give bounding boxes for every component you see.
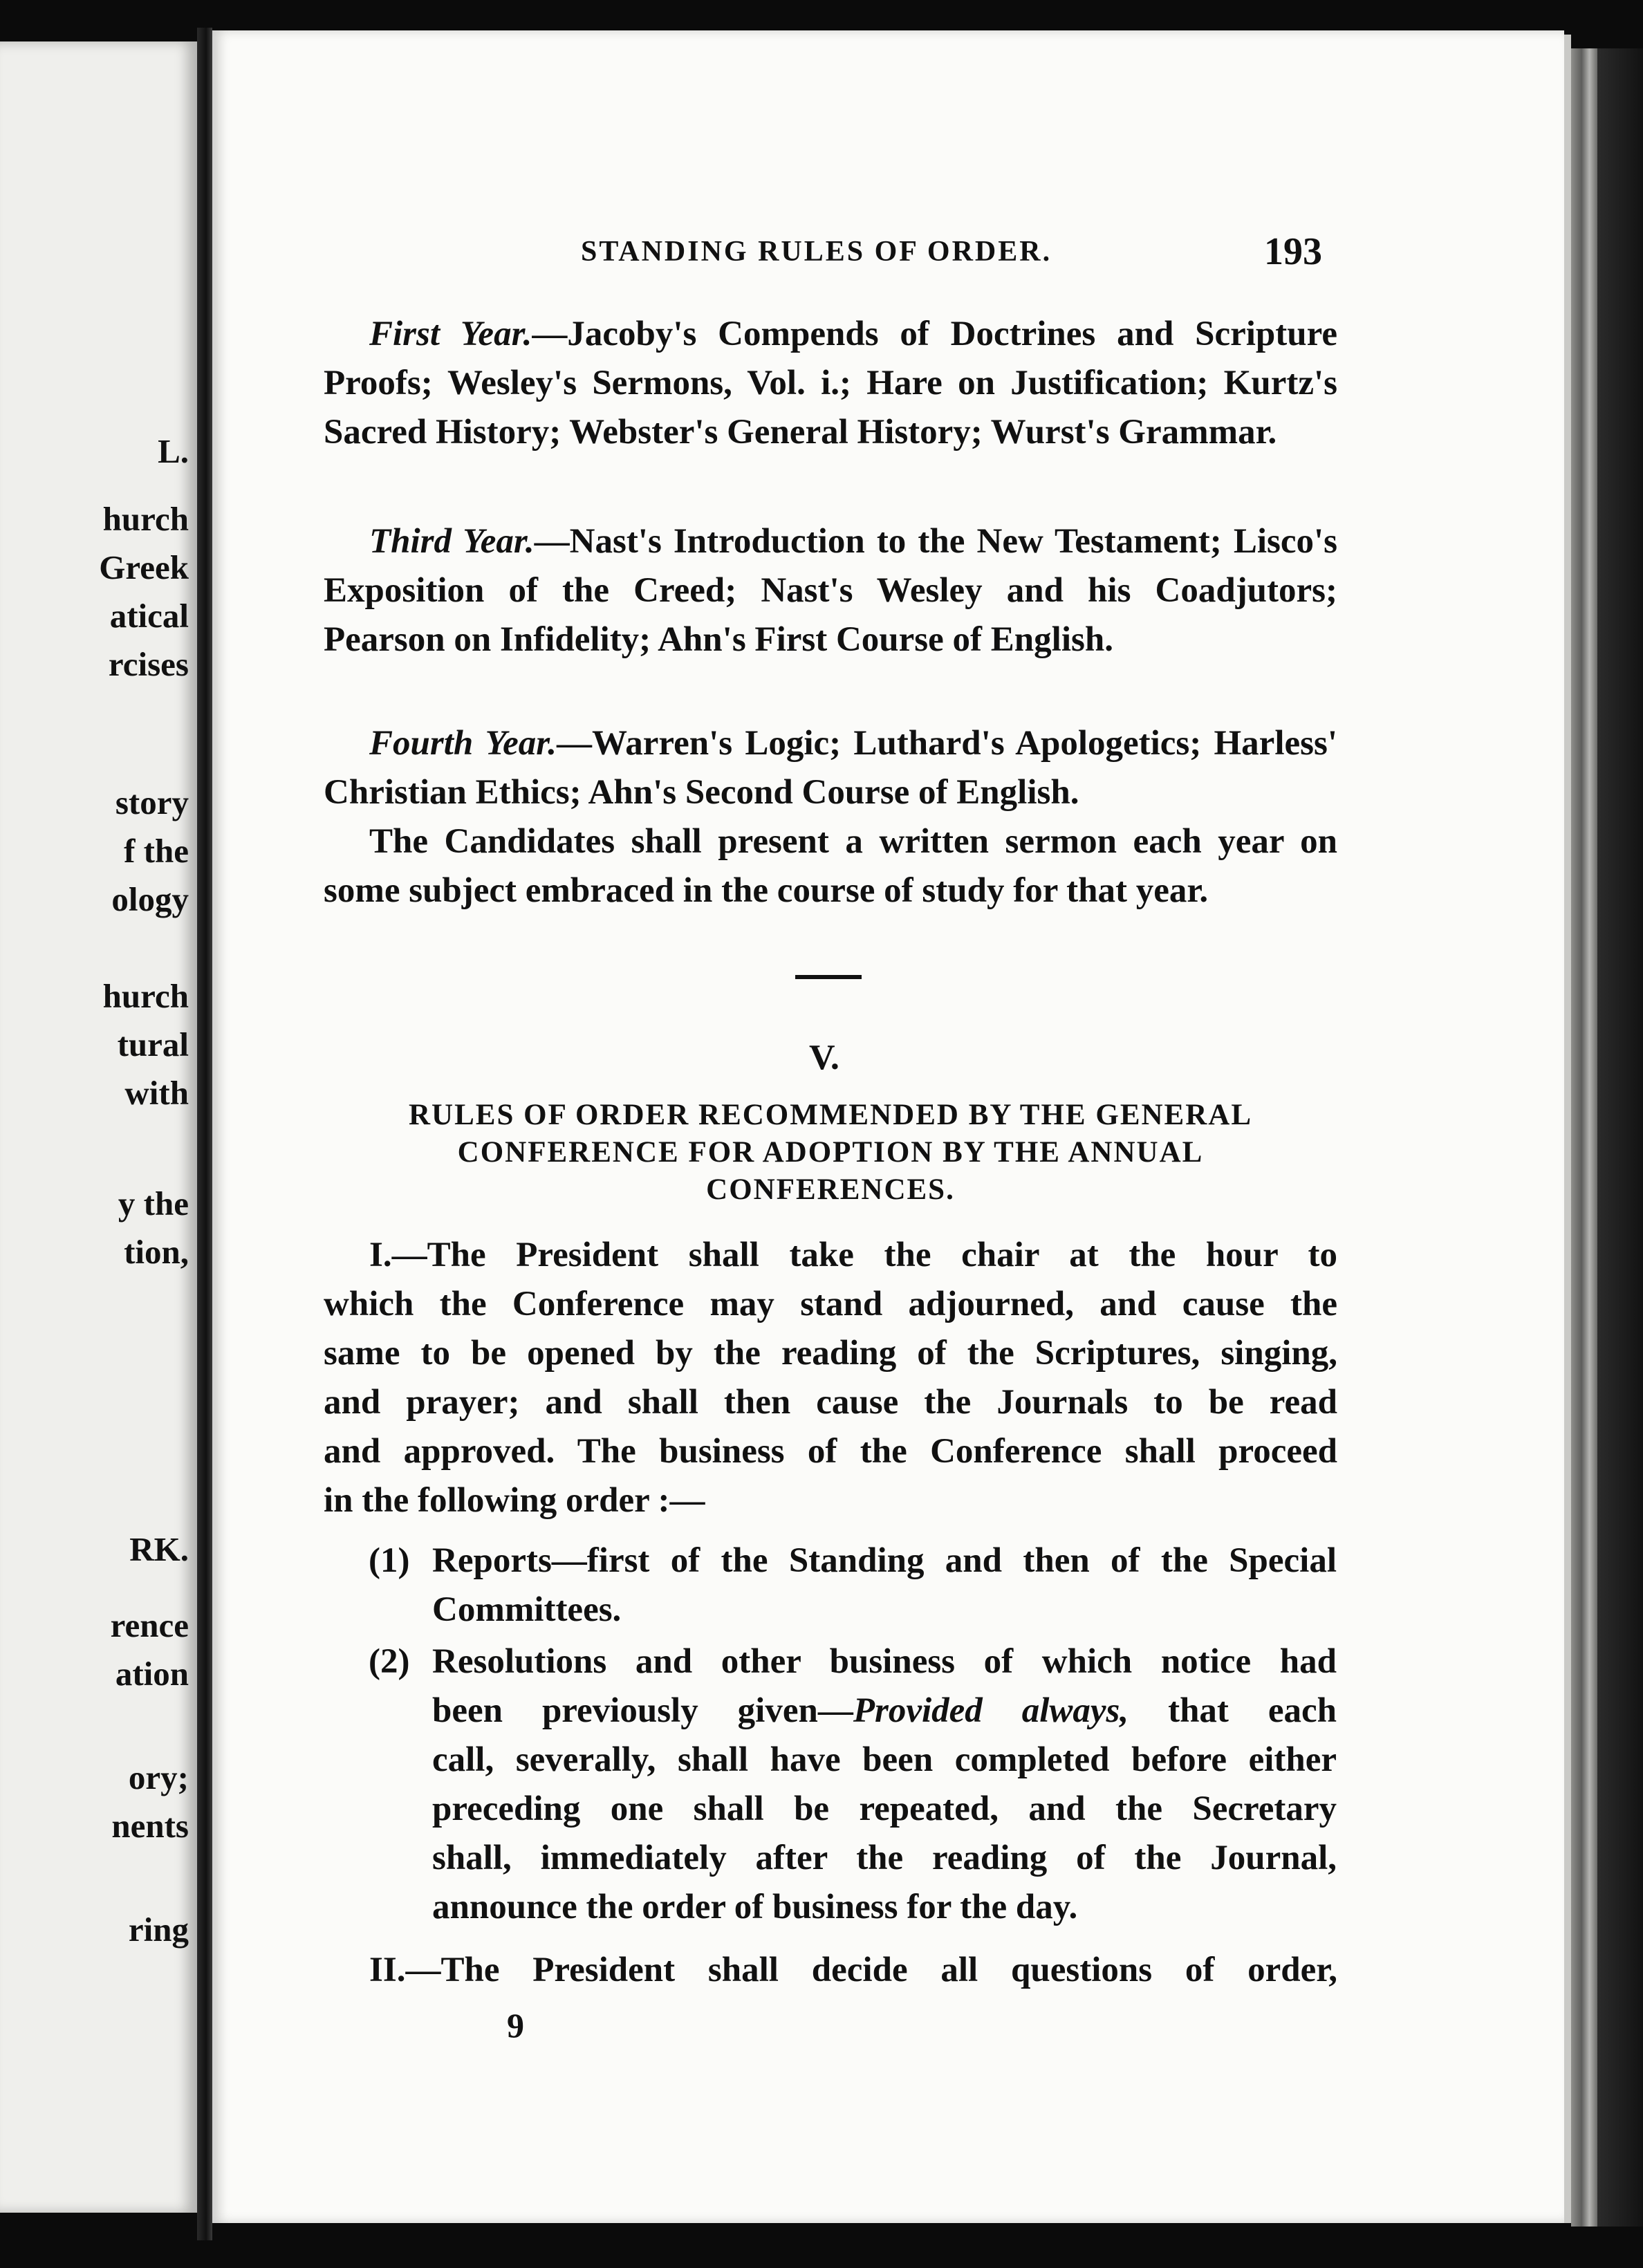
- item-line: announce the order of business for the day.: [432, 1888, 1078, 1926]
- provided-always-italic: Provided always,: [853, 1691, 1129, 1730]
- page-edge: [1564, 35, 1571, 2223]
- third-year-text: —Nast's Introduction to the New Testament; Lisco's Exposition of the Creed; Nast's Wesley and his Coadjutors; Pearson on Infidelity; Ahn's First Course of English.: [324, 522, 1338, 659]
- rule-one-line: I.—The President shall take the chair at the hour to: [369, 1236, 1337, 1274]
- third-year-paragraph: [324, 517, 1337, 664]
- first-year-text: —Jacoby's Compends of Doctrines and Scripture Proofs; Wesley's Sermons, Vol. i.; Hare on Justification; Kurtz's Sacred History; Webster's General History; Wurst's Grammar.: [324, 315, 1337, 452]
- signature-mark: 9: [507, 2006, 524, 2045]
- left-fragment: ology: [111, 880, 189, 918]
- rule-one-line: and approved. The business of the Conference shall proceed: [324, 1432, 1337, 1471]
- section-heading-line: CONFERENCES.: [706, 1173, 955, 1206]
- running-head: STANDING RULES OF ORDER.: [581, 236, 1052, 268]
- third-year-label: Third Year.: [369, 522, 535, 561]
- left-fragment: L.: [158, 432, 189, 470]
- fourth-year-label: Fourth Year.: [369, 724, 557, 763]
- sermon-note-paragraph: The Candidates shall present a written sermon each year on some subject embraced in the course of study for that year.: [324, 822, 1337, 910]
- left-fragment: tural: [117, 1025, 189, 1063]
- fourth-year-paragraph: [324, 719, 1337, 817]
- item-line: shall, immediately after the reading of the Journal,: [432, 1839, 1337, 1877]
- left-fragment: ory;: [128, 1758, 189, 1796]
- page-number: 193: [1264, 230, 1322, 273]
- page-edge: [1597, 48, 1643, 2227]
- left-fragment: hurch: [102, 500, 189, 538]
- item-line: Committees.: [432, 1590, 622, 1629]
- left-fragment: rcises: [108, 645, 189, 683]
- rule-one-line: same to be opened by the reading of the Scriptures, singing,: [324, 1334, 1337, 1373]
- item-line-part: been previously given—: [432, 1691, 853, 1730]
- section-heading-line: RULES OF ORDER RECOMMENDED BY THE GENERAL: [408, 1099, 1253, 1131]
- left-fragment: nents: [111, 1807, 189, 1845]
- left-fragment: tion,: [124, 1233, 189, 1271]
- fourth-year-text: —Warren's Logic; Luthard's Apologetics; Harless' Christian Ethics; Ahn's Second Course of English.: [324, 724, 1337, 812]
- item-number: (2): [369, 1642, 410, 1681]
- left-fragment: atical: [109, 597, 189, 635]
- section-heading-line: CONFERENCE FOR ADOPTION BY THE ANNUAL: [457, 1136, 1204, 1169]
- rule-one-line: in the following order :—: [324, 1481, 705, 1520]
- item-number: (1): [369, 1541, 410, 1580]
- rule-two-line: II.—The President shall decide all questions of order,: [369, 1951, 1337, 1989]
- left-fragment: hurch: [102, 977, 189, 1015]
- left-fragment: with: [124, 1074, 189, 1112]
- left-fragment: ring: [128, 1911, 189, 1949]
- item-line: Reports—first of the Standing and then of the Special: [432, 1541, 1337, 1580]
- rule-one-line: and prayer; and shall then cause the Journals to be read: [324, 1383, 1337, 1422]
- item-line: Resolutions and other business of which notice had: [432, 1642, 1337, 1681]
- first-year-paragraph: [324, 310, 1337, 457]
- book-gutter: [197, 28, 212, 2240]
- item-line-part: that each: [1129, 1691, 1337, 1730]
- left-fragment: rence: [110, 1606, 189, 1644]
- item-line: call, severally, shall have been completed before either: [432, 1740, 1337, 1779]
- section-divider-rule: [795, 975, 862, 979]
- left-fragment: f the: [124, 832, 189, 870]
- item-line-provided: [432, 1686, 1337, 1736]
- left-fragment: RK.: [129, 1530, 189, 1568]
- left-fragment: story: [115, 783, 189, 821]
- left-fragment: Greek: [99, 548, 189, 586]
- page-edge: [1571, 48, 1597, 2227]
- left-fragment: y the: [118, 1184, 189, 1223]
- rule-one-line: which the Conference may stand adjourned, and cause the: [324, 1285, 1337, 1323]
- item-line: preceding one shall be repeated, and the Secretary: [432, 1790, 1337, 1828]
- first-year-label: First Year.: [369, 315, 532, 353]
- facing-page-left: [0, 41, 197, 2213]
- left-fragment: ation: [115, 1655, 189, 1693]
- section-numeral: V.: [809, 1038, 839, 1077]
